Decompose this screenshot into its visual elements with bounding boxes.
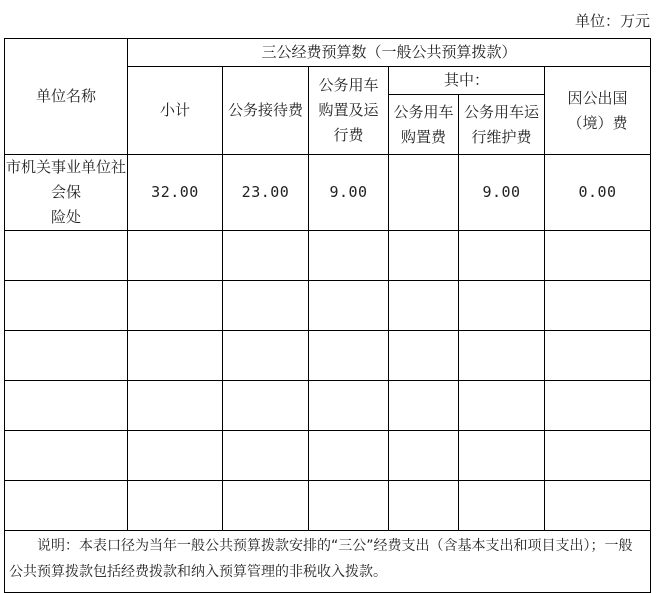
empty-cell bbox=[128, 481, 223, 531]
header-purchase-line2: 购置费 bbox=[400, 127, 446, 146]
empty-cell bbox=[309, 431, 389, 481]
table-row bbox=[5, 381, 651, 431]
empty-cell bbox=[545, 331, 651, 381]
header-purchase bbox=[389, 95, 459, 155]
header-abroad bbox=[545, 67, 651, 155]
empty-cell bbox=[309, 281, 389, 331]
empty-cell bbox=[389, 231, 459, 281]
header-maintenance bbox=[459, 95, 545, 155]
empty-cell bbox=[389, 281, 459, 331]
empty-cell bbox=[545, 381, 651, 431]
empty-cell bbox=[459, 481, 545, 531]
empty-cell bbox=[459, 431, 545, 481]
header-purchase-line1: 公务用车 bbox=[393, 102, 454, 121]
empty-cell bbox=[545, 281, 651, 331]
empty-cell bbox=[223, 281, 309, 331]
empty-cell bbox=[128, 431, 223, 481]
empty-cell bbox=[128, 231, 223, 281]
empty-cell bbox=[459, 231, 545, 281]
empty-cell bbox=[223, 231, 309, 281]
empty-cell bbox=[459, 381, 545, 431]
table-note: 说明：本表口径为当年一般公共预算拨款安排的“三公”经费支出（含基本支出和项目支出）；一般公共预算拨款包括经费拨款和纳入预算管理的非税收入拨款。 bbox=[5, 531, 651, 593]
header-abroad-line2: （境）费 bbox=[567, 113, 628, 132]
empty-cell bbox=[459, 281, 545, 331]
budget-table bbox=[4, 38, 651, 593]
empty-cell bbox=[389, 431, 459, 481]
empty-cell bbox=[545, 431, 651, 481]
empty-cell bbox=[128, 331, 223, 381]
header-among: 其中： bbox=[389, 67, 545, 95]
empty-cell bbox=[389, 481, 459, 531]
table-row bbox=[5, 481, 651, 531]
empty-cell bbox=[223, 381, 309, 431]
empty-cell bbox=[5, 481, 128, 531]
empty-cell bbox=[128, 381, 223, 431]
header-vehicle-total-line1: 公务用车 bbox=[318, 76, 379, 94]
empty-cell bbox=[309, 231, 389, 281]
header-maintenance-line2: 行维护费 bbox=[471, 127, 532, 146]
table-row bbox=[5, 331, 651, 381]
empty-cell bbox=[5, 331, 128, 381]
empty-cell bbox=[5, 381, 128, 431]
row-reception: 23.00 bbox=[223, 155, 309, 231]
empty-cell bbox=[128, 281, 223, 331]
row-unit-name-line2: 险处 bbox=[50, 208, 81, 226]
empty-cell bbox=[545, 231, 651, 281]
row-purchase bbox=[389, 155, 459, 231]
header-vehicle-total-line2: 购置及运 bbox=[318, 101, 379, 119]
table-row bbox=[5, 281, 651, 331]
empty-cell bbox=[5, 281, 128, 331]
unit-label: 单位：万元 bbox=[574, 12, 650, 30]
row-unit-name bbox=[5, 155, 128, 231]
header-abroad-line1: 因公出国 bbox=[567, 88, 628, 107]
header-reception: 公务接待费 bbox=[223, 67, 309, 155]
table-row bbox=[5, 231, 651, 281]
row-vehicle-total: 9.00 bbox=[309, 155, 389, 231]
empty-cell bbox=[389, 381, 459, 431]
empty-cell bbox=[223, 481, 309, 531]
empty-cell bbox=[309, 481, 389, 531]
header-unit-name: 单位名称 bbox=[5, 39, 128, 155]
table-row bbox=[5, 155, 651, 231]
empty-cell bbox=[545, 481, 651, 531]
empty-cell bbox=[223, 431, 309, 481]
empty-cell bbox=[309, 381, 389, 431]
header-group-title: 三公经费预算数（一般公共预算拨款） bbox=[128, 39, 651, 67]
empty-cell bbox=[309, 331, 389, 381]
empty-cell bbox=[389, 331, 459, 381]
empty-cell bbox=[5, 431, 128, 481]
row-subtotal: 32.00 bbox=[128, 155, 223, 231]
empty-cell bbox=[5, 231, 128, 281]
header-vehicle-total-line3: 行费 bbox=[333, 126, 364, 144]
row-unit-name-line1: 市机关事业单位社会保 bbox=[5, 158, 126, 201]
row-maintenance: 9.00 bbox=[459, 155, 545, 231]
row-abroad: 0.00 bbox=[545, 155, 651, 231]
empty-cell bbox=[459, 331, 545, 381]
header-subtotal: 小计 bbox=[128, 67, 223, 155]
header-vehicle-total bbox=[309, 67, 389, 155]
empty-cell bbox=[223, 331, 309, 381]
table-row bbox=[5, 431, 651, 481]
header-maintenance-line1: 公务用车运 bbox=[463, 102, 539, 121]
